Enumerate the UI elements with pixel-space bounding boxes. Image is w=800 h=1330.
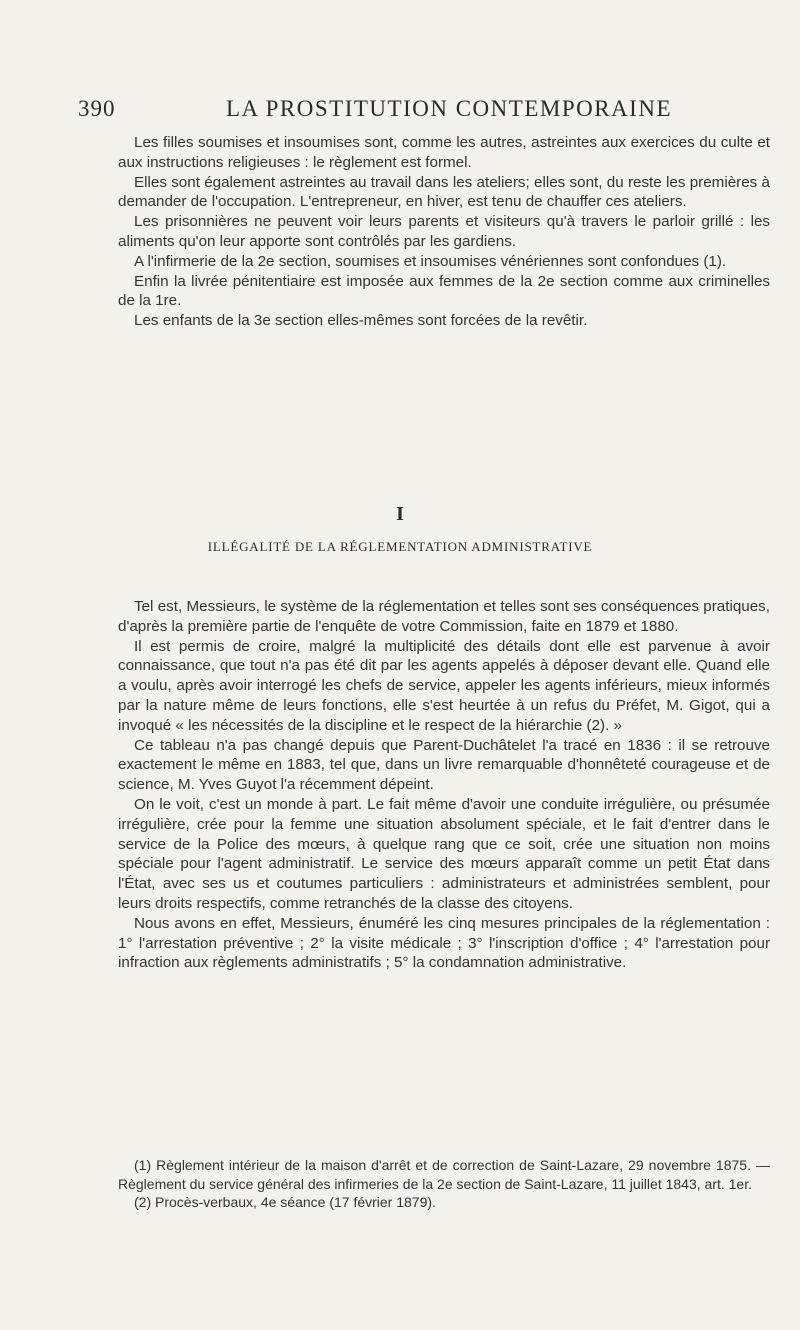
paragraph: Elles sont également astreintes au travail dans les ateliers; elles sont, du reste les premières à demander de l'occupation. L'entrepreneur, en hiver, est tenu de chauffer ces ateliers. <box>118 173 770 211</box>
footnote: (1) Règlement intérieur de la maison d'arrêt et de correction de Saint-Lazare, 29 novembre 1875. — Règlement du service général des infirmeries de la 2e section de Saint-Lazare, 11 juillet 1843, art. 1er. <box>118 1157 770 1192</box>
paragraph: A l'infirmerie de la 2e section, soumises et insoumises vénériennes sont confondues (1). <box>134 252 727 270</box>
paragraph: Ce tableau n'a pas changé depuis que Parent-Duchâtelet l'a tracé en 1836 : il se retrouve exactement le même en 1883, tel que, dans un livre remarquable d'honnêteté courageuse et de science, M. Yves Guyot l'a récemment dépeint. <box>118 736 770 794</box>
paragraph: Nous avons en effet, Messieurs, énuméré les cinq mesures principales de la réglementation : 1° l'arrestation préventive ; 2° la visite médicale ; 3° l'inscription d'office ; 4° l'arrestation pour infraction aux règlements administratifs ; 5° la condamnation administrative. <box>118 914 770 972</box>
paragraph: On le voit, c'est un monde à part. Le fait même d'avoir une conduite irrégulière, ou présumée irrégulière, crée pour la femme une situation absolument spéciale, et le fait d'entrer dans le service de la Police des mœurs, à quelque rang que ce soit, crée une situation non moins spéciale pour l'agent administratif. Le service des mœurs apparaît comme un petit État dans l'État, avec ses us et coutumes particuliers : administrateurs et administrées semblent, pour leurs droits respectifs, comme retranchés de la classe des citoyens. <box>118 795 770 912</box>
paragraph: Tel est, Messieurs, le système de la réglementation et telles sont ses conséquences pratiques, d'après la première partie de l'enquête de votre Commission, faite en 1879 et 1880. <box>118 598 770 635</box>
footnotes <box>118 1156 770 1212</box>
text-block-top <box>118 133 770 331</box>
paragraph: Les filles soumises et insoumises sont, comme les autres, astreintes aux exercices du culte et aux instructions religieuses : le règlement est formel. <box>118 134 770 171</box>
page-header <box>78 96 778 130</box>
page-number: 390 <box>78 96 116 121</box>
paragraph: Il est permis de croire, malgré la multiplicité des détails dont elle est parvenue à avoir connaissance, que tout n'a pas été dit par les agents appelés à déposer devant elle. Quand elle a voulu, après avoir interrogé les chefs de service, appeler les agents inférieurs, mieux informés par la nature même de leurs fonctions, elle s'est heurtée à un refus du Préfet, M. Gigot, qui a invoqué « les nécessités de la discipline et le respect de la hiérarchie (2). » <box>118 637 770 734</box>
footnote: (2) Procès-verbaux, 4e séance (17 février 1879). <box>134 1194 436 1210</box>
section-heading: ILLÉGALITÉ DE LA RÉGLEMENTATION ADMINISTRATIVE <box>207 539 593 554</box>
paragraph: Les enfants de la 3e section elles-mêmes sont forcées de la revêtir. <box>134 312 588 330</box>
paragraph: Les prisonnières ne peuvent voir leurs parents et visiteurs qu'à travers le parloir grillé : les aliments qu'on leur apporte sont contrôlés par les gardiens. <box>118 213 770 250</box>
text-block-main <box>118 597 770 973</box>
running-title: LA PROSTITUTION CONTEMPORAINE <box>226 96 672 121</box>
paragraph: Enfin la livrée pénitentiaire est imposée aux femmes de la 2e section comme aux criminelles de la 1re. <box>118 272 770 310</box>
section-numeral: I <box>396 503 404 525</box>
